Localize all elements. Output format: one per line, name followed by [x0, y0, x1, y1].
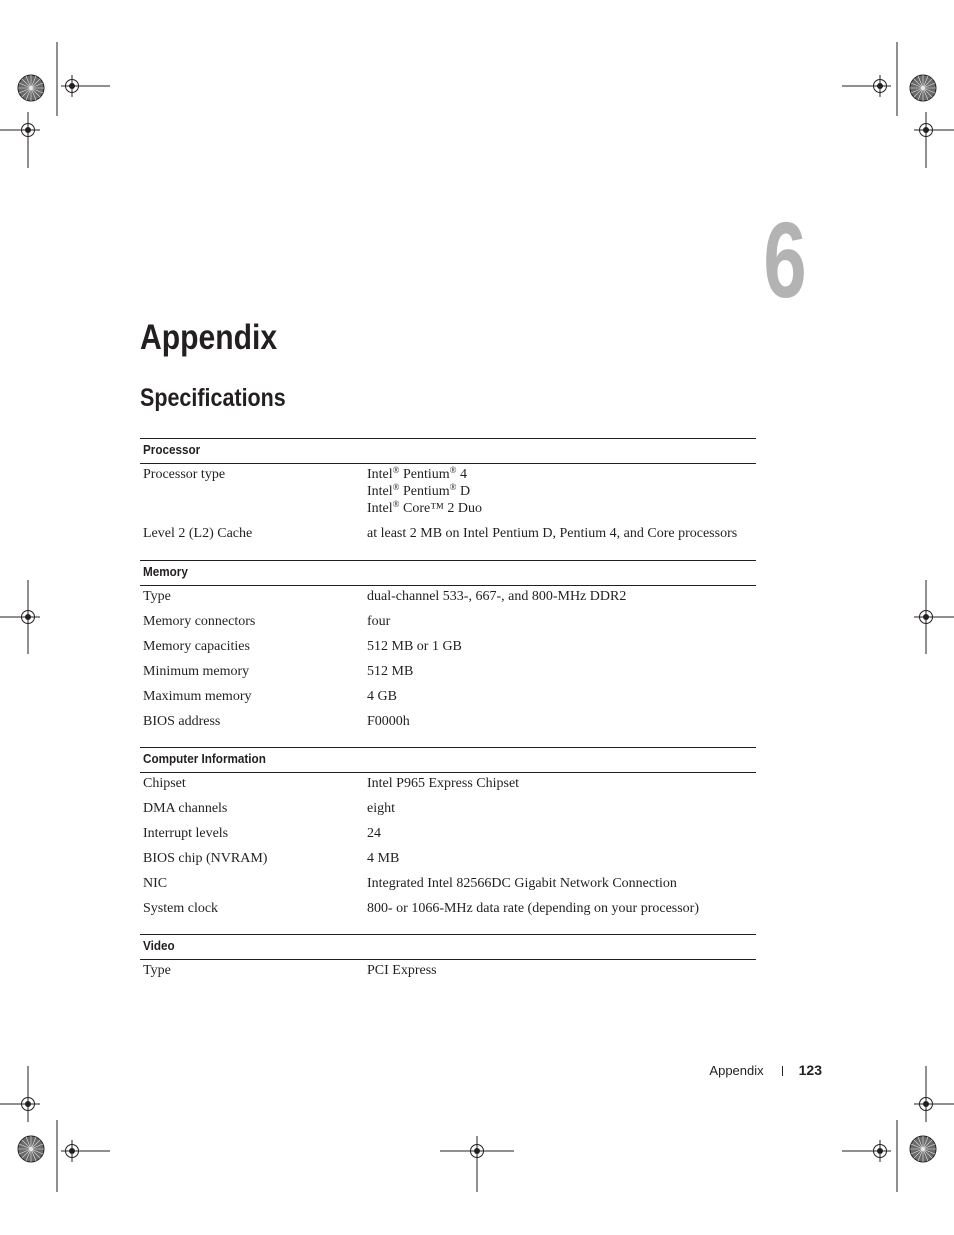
- processor-section: [140, 438, 756, 550]
- spec-label: BIOS address: [143, 714, 221, 729]
- spec-value: 4 MB: [367, 851, 400, 866]
- spec-value: 512 MB: [367, 664, 414, 679]
- spec-row: [140, 800, 756, 817]
- spec-value: Intel P965 Express Chipset: [367, 776, 520, 791]
- spec-row: [140, 962, 756, 979]
- chapter-title: Appendix: [140, 318, 278, 357]
- spec-label: DMA channels: [143, 801, 228, 816]
- section-header: Computer Information: [140, 747, 756, 773]
- spec-label: Interrupt levels: [143, 826, 229, 841]
- spec-label: Level 2 (L2) Cache: [143, 526, 253, 541]
- spec-row: [140, 638, 756, 655]
- spec-row-cache: [140, 525, 756, 542]
- spec-label: Type: [143, 589, 171, 604]
- spec-label: NIC: [143, 876, 168, 891]
- page-footer: [560, 1061, 822, 1080]
- spec-label: Maximum memory: [143, 689, 252, 704]
- spec-row-processor-type: [140, 466, 756, 517]
- spec-label: BIOS chip (NVRAM): [143, 851, 268, 866]
- chapter-number: 6: [763, 199, 807, 320]
- spec-value: 24: [367, 826, 381, 841]
- section-header: Memory: [140, 560, 756, 586]
- spec-label: Type: [143, 963, 171, 978]
- section-header: Processor: [140, 438, 756, 464]
- spec-value: PCI Express: [367, 963, 437, 978]
- spec-row: [140, 900, 756, 917]
- memory-section: [140, 560, 756, 738]
- spec-row: [140, 775, 756, 792]
- section-title: Specifications: [140, 384, 286, 412]
- spec-row: [140, 875, 756, 892]
- spec-label: System clock: [143, 901, 219, 916]
- video-section: [140, 934, 756, 987]
- spec-row: [140, 588, 756, 605]
- spec-value: [367, 466, 756, 517]
- section-header: Video: [140, 934, 756, 960]
- footer-separator: [782, 1066, 783, 1076]
- spec-row: [140, 663, 756, 680]
- processor-type-line: Intel® Pentium® D: [367, 482, 471, 499]
- footer-section-name: Appendix: [709, 1063, 764, 1078]
- spec-label: Memory capacities: [143, 639, 250, 654]
- spec-value: 800- or 1066-MHz data rate (depending on your processor): [367, 901, 700, 916]
- spec-row: [140, 850, 756, 867]
- spec-value: F0000h: [367, 714, 410, 729]
- spec-row: [140, 713, 756, 730]
- spec-row: [140, 613, 756, 630]
- spec-value: at least 2 MB on Intel Pentium D, Pentium 4, and Core processors: [367, 526, 738, 541]
- spec-label: Memory connectors: [143, 614, 256, 629]
- spec-label: Minimum memory: [143, 664, 250, 679]
- spec-row: [140, 825, 756, 842]
- computer-information-section: [140, 747, 756, 925]
- spec-value: four: [367, 614, 391, 629]
- spec-value: Integrated Intel 82566DC Gigabit Network Connection: [367, 876, 677, 891]
- spec-label: Chipset: [143, 776, 186, 791]
- processor-type-line: Intel® Pentium® 4: [367, 465, 468, 482]
- spec-row: [140, 688, 756, 705]
- page-number: 123: [798, 1062, 822, 1078]
- processor-type-line: Intel® Core™ 2 Duo: [367, 499, 483, 516]
- spec-label: Processor type: [143, 467, 226, 482]
- spec-value: eight: [367, 801, 395, 816]
- spec-value: dual-channel 533-, 667-, and 800-MHz DDR2: [367, 589, 627, 604]
- spec-value: 512 MB or 1 GB: [367, 639, 462, 654]
- spec-value: 4 GB: [367, 689, 397, 704]
